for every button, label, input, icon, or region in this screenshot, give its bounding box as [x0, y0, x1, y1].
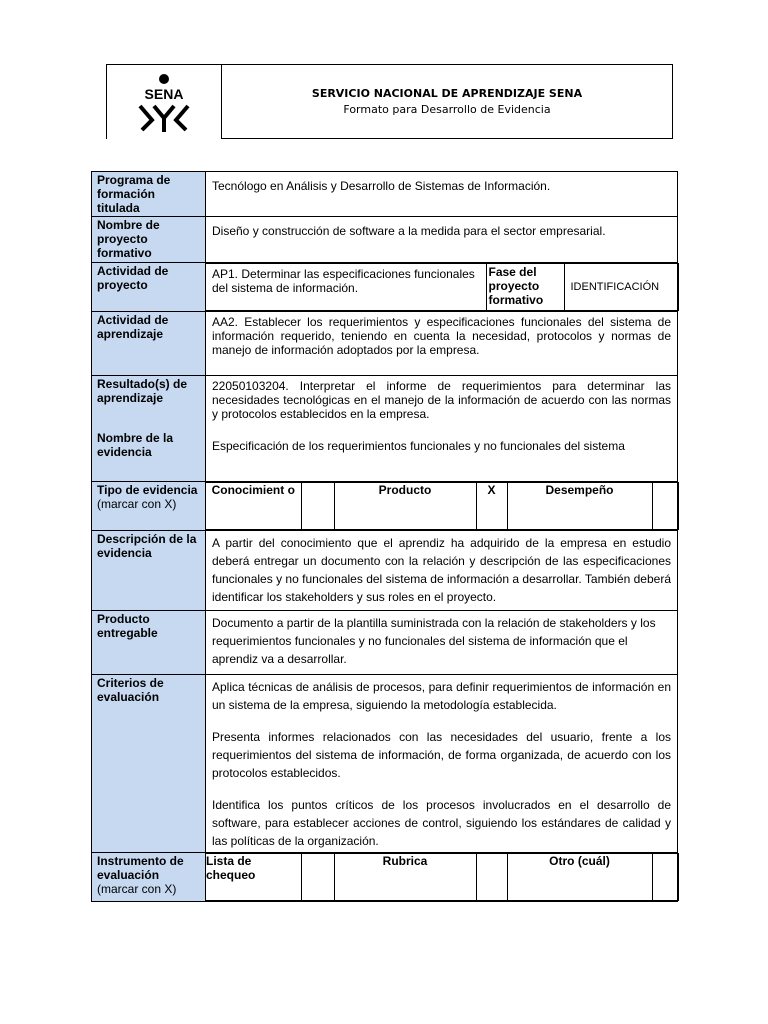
- evidencia-value: Especificación de los requerimientos funcionales y no funcionales del sistema: [212, 439, 625, 453]
- criterio-item: Aplica técnicas de análisis de procesos, para definir requerimientos de información en un sistema de la empresa, siguiendo la metodología establecida.: [212, 680, 671, 712]
- tipo-mark-desempeno[interactable]: [652, 483, 678, 530]
- resultado-label: Resultado(s) de aprendizaje: [97, 377, 188, 405]
- header-title: SERVICIO NACIONAL DE APRENDIZAJE SENA: [311, 87, 583, 100]
- row-programa: [92, 172, 678, 217]
- tipo-label-note: (marcar con X): [97, 497, 177, 511]
- tipo-label: Tipo de evidencia: [97, 483, 198, 497]
- instrumento-label-cell: [92, 853, 206, 902]
- row-tipo-evidencia: [92, 482, 678, 531]
- actividad-aprendizaje-value: AA2. Establecer los requerimientos y especificaciones funcionales del sistema de información requerido, teniendo en cuenta la necesidad, protocolos y normas de manejo de información adoptados por la empresa.: [206, 312, 678, 376]
- row-resultado: [92, 376, 678, 482]
- producto-label: Producto entregable: [92, 611, 206, 675]
- actividad-aprendizaje-label: Actividad de aprendizaje: [92, 312, 206, 376]
- row-instrumento: [92, 853, 678, 902]
- tipo-label-cell: [92, 482, 206, 531]
- actividad-proyecto-label: Actividad de proyecto: [92, 263, 206, 312]
- instrumento-options: [206, 853, 679, 901]
- document-header: [106, 64, 673, 139]
- resultado-value: 22050103204. Interpretar el informe de requerimientos para determinar las necesidades tecnológicas en el manejo de la información de acuerdo con las normas y protocolos establecidos en la empresa.: [212, 379, 671, 421]
- programa-label: Programa de formación titulada: [92, 172, 206, 217]
- svg-text:SENA: SENA: [144, 86, 184, 102]
- instrumento-label-note: (marcar con X): [97, 882, 177, 896]
- tipo-mark-conocimiento[interactable]: [301, 483, 334, 530]
- instrumento-mark-lista[interactable]: [301, 854, 334, 901]
- criterios-label: Criterios de evaluación: [92, 675, 206, 853]
- criterios-cell: [206, 675, 678, 853]
- row-actividad-proyecto: [92, 263, 678, 312]
- producto-value: Documento a partir de la plantilla suministrada con la relación de stakeholders y los requerimientos funcionales y no funcionales del sistema de información que el aprendiz va a desarrollar.: [206, 611, 678, 675]
- proyecto-label: Nombre de proyecto formativo: [92, 217, 206, 263]
- programa-value: Tecnólogo en Análisis y Desarrollo de Sistemas de Información.: [206, 172, 678, 217]
- resultado-label-cell: [92, 376, 206, 482]
- header-subtitle: Formato para Desarrollo de Evidencia: [343, 103, 551, 116]
- sena-logo-icon: [132, 72, 196, 132]
- header-title-cell: [222, 65, 673, 139]
- instrumento-mark-rubrica[interactable]: [476, 854, 507, 901]
- tipo-options: [206, 482, 679, 530]
- row-criterios: [92, 675, 678, 853]
- row-descripcion: [92, 531, 678, 611]
- instrumento-label: Instrumento de evaluación: [97, 854, 184, 882]
- row-producto: [92, 611, 678, 675]
- instrumento-option-otro: Otro (cuál): [507, 854, 652, 901]
- criterio-item: Presenta informes relacionados con las necesidades del usuario, frente a los requerimientos del sistema de información, de forma organizada, de acuerdo con los protocolos establecidos.: [212, 730, 671, 780]
- proyecto-value: Diseño y construcción de software a la medida para el sector empresarial.: [206, 217, 678, 263]
- tipo-mark-producto[interactable]: X: [476, 483, 507, 530]
- evidence-form-table: [91, 171, 678, 902]
- fase-label: Fase del proyecto formativo: [486, 264, 564, 311]
- descripcion-value: A partir del conocimiento que el aprendiz ha adquirido de la empresa en estudio deberá entregar un documento con la relación y descripción de las especificaciones funcionales y no funcionales del sistema de información a desarrollar. También deberá identificar los stakeholders y sus roles en el proyecto.: [206, 531, 678, 611]
- evidencia-label: Nombre de la evidencia: [97, 431, 174, 459]
- fase-value: IDENTIFICACIÓN: [564, 264, 678, 311]
- tipo-option-conocimiento: Conocimient o: [206, 483, 301, 530]
- actividad-proyecto-inner: [206, 263, 679, 311]
- row-proyecto: [92, 217, 678, 263]
- instrumento-option-lista: Lista de chequeo: [206, 854, 301, 901]
- logo-cell: [107, 65, 222, 139]
- instrumento-option-rubrica: Rubrica: [334, 854, 476, 901]
- row-actividad-aprendizaje: [92, 312, 678, 376]
- descripcion-label: Descripción de la evidencia: [92, 531, 206, 611]
- criterio-item: Identifica los puntos críticos de los procesos involucrados en el desarrollo de software, para establecer acciones de control, siguiendo los estándares de calidad y las políticas de la organización.: [212, 798, 671, 848]
- resultado-value-cell: [206, 376, 678, 482]
- instrumento-mark-otro[interactable]: [652, 854, 678, 901]
- tipo-option-producto: Producto: [334, 483, 476, 530]
- tipo-option-desempeno: Desempeño: [507, 483, 652, 530]
- actividad-proyecto-value: AP1. Determinar las especificaciones funcionales del sistema de información.: [206, 264, 486, 311]
